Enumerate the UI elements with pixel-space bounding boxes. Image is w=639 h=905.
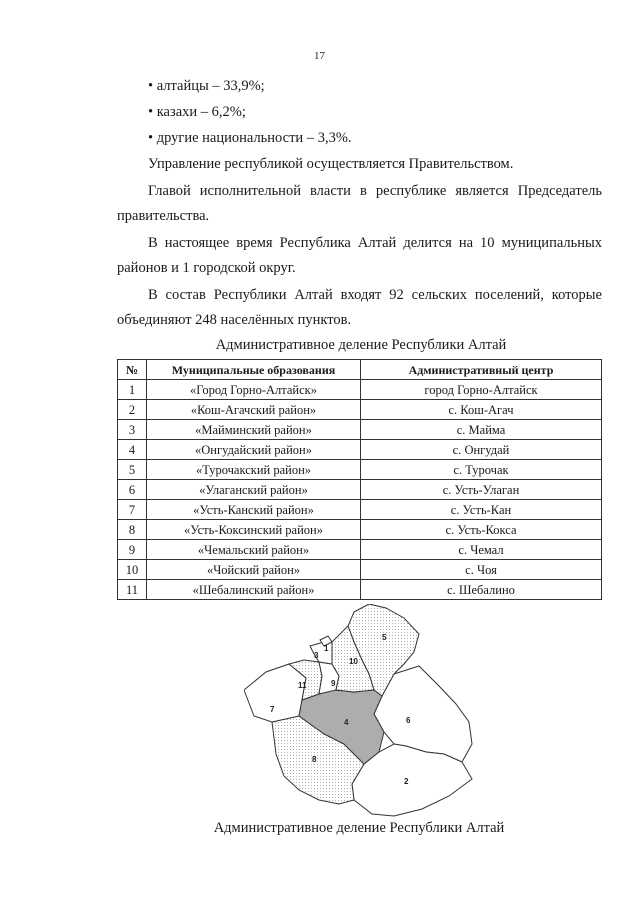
paragraph-head-line2: правительства. xyxy=(117,208,210,224)
table-row xyxy=(118,560,602,580)
cell-number: 1 xyxy=(118,380,147,400)
table-row xyxy=(118,580,602,600)
table-row xyxy=(118,480,602,500)
paragraph-settlements-line2: объединяют 248 населённых пунктов. xyxy=(117,312,352,328)
cell-admin-center: с. Майма xyxy=(361,420,602,440)
cell-admin-center: с. Усть-Кан xyxy=(361,500,602,520)
paragraph-divisions-line2: районов и 1 городской округ. xyxy=(117,260,296,276)
cell-municipality: «Шебалинский район» xyxy=(147,580,361,600)
district-map-svg xyxy=(244,604,474,818)
cell-municipality: «Онгудайский район» xyxy=(147,440,361,460)
cell-number: 10 xyxy=(118,560,147,580)
map-label-11: 11 xyxy=(298,681,307,690)
administrative-division-table xyxy=(117,359,602,600)
cell-admin-center: с. Турочак xyxy=(361,460,602,480)
cell-admin-center: с. Чоя xyxy=(361,560,602,580)
table-row xyxy=(118,440,602,460)
cell-admin-center: с. Усть-Кокса xyxy=(361,520,602,540)
bullet-other-nationalities: • другие национальности – 3,3%. xyxy=(148,130,352,146)
cell-admin-center: с. Шебалино xyxy=(361,580,602,600)
header-number: № xyxy=(118,360,147,380)
map-label-2: 2 xyxy=(404,777,409,786)
cell-number: 3 xyxy=(118,420,147,440)
cell-number: 4 xyxy=(118,440,147,460)
table-row xyxy=(118,540,602,560)
page-number: 17 xyxy=(314,50,325,62)
cell-number: 5 xyxy=(118,460,147,480)
cell-number: 9 xyxy=(118,540,147,560)
cell-admin-center: с. Усть-Улаган xyxy=(361,480,602,500)
table-row xyxy=(118,520,602,540)
map-label-9: 9 xyxy=(331,679,336,688)
table-row xyxy=(118,420,602,440)
paragraph-divisions-line1: В настоящее время Республика Алтай делится на 10 муниципальных xyxy=(148,235,602,251)
map-label-3: 3 xyxy=(314,651,319,660)
cell-municipality: «Турочакский район» xyxy=(147,460,361,480)
cell-admin-center: с. Кош-Агач xyxy=(361,400,602,420)
district-map xyxy=(244,604,474,818)
cell-municipality: «Майминский район» xyxy=(147,420,361,440)
cell-number: 8 xyxy=(118,520,147,540)
district-7-region xyxy=(244,664,306,722)
cell-admin-center: с. Онгудай xyxy=(361,440,602,460)
header-municipality: Муниципальные образования xyxy=(147,360,361,380)
map-label-5: 5 xyxy=(382,633,387,642)
map-label-1: 1 xyxy=(324,644,329,653)
map-label-8: 8 xyxy=(312,755,317,764)
table-title: Административное деление Республики Алтай xyxy=(215,337,507,353)
cell-municipality: «Кош-Агачский район» xyxy=(147,400,361,420)
cell-municipality: «Улаганский район» xyxy=(147,480,361,500)
table-body xyxy=(118,380,602,600)
table-row xyxy=(118,400,602,420)
map-label-4: 4 xyxy=(344,718,349,727)
cell-municipality: «Город Горно-Алтайск» xyxy=(147,380,361,400)
cell-admin-center: город Горно-Алтайск xyxy=(361,380,602,400)
cell-number: 6 xyxy=(118,480,147,500)
cell-number: 7 xyxy=(118,500,147,520)
cell-admin-center: с. Чемал xyxy=(361,540,602,560)
bullet-altaians: • алтайцы – 33,9%; xyxy=(148,78,265,94)
paragraph-government: Управление республикой осуществляется Правительством. xyxy=(148,156,514,172)
cell-municipality: «Чойский район» xyxy=(147,560,361,580)
map-label-7: 7 xyxy=(270,705,275,714)
paragraph-head-line1: Главой исполнительной власти в республике является Председатель xyxy=(148,183,602,199)
cell-municipality: «Усть-Коксинский район» xyxy=(147,520,361,540)
header-admin-center: Административный центр xyxy=(361,360,602,380)
bullet-kazakhs: • казахи – 6,2%; xyxy=(148,104,246,120)
cell-number: 11 xyxy=(118,580,147,600)
paragraph-settlements-line1: В состав Республики Алтай входят 92 сельских поселений, которые xyxy=(148,287,602,303)
cell-municipality: «Чемальский район» xyxy=(147,540,361,560)
cell-number: 2 xyxy=(118,400,147,420)
cell-municipality: «Усть-Канский район» xyxy=(147,500,361,520)
map-label-6: 6 xyxy=(406,716,411,725)
table-row xyxy=(118,460,602,480)
table-row xyxy=(118,380,602,400)
map-caption: Административное деление Республики Алтай xyxy=(213,820,505,836)
map-label-10: 10 xyxy=(349,657,358,666)
table-row xyxy=(118,500,602,520)
table-header-row xyxy=(118,360,602,380)
